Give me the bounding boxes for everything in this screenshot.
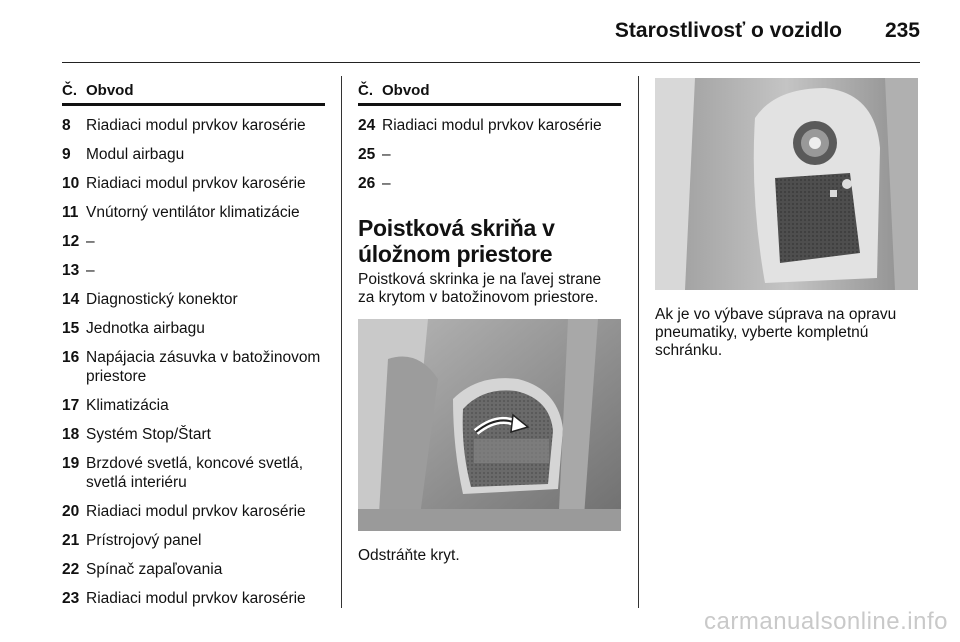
column-divider xyxy=(341,76,342,608)
circuit-name: Riadiaci modul prvkov karosérie xyxy=(86,175,306,192)
circuit-name: Brzdové svetlá, koncové svetlá, svetlá interiéru xyxy=(86,455,304,491)
fuse-number: 8 xyxy=(62,117,71,134)
fuse-number: 24 xyxy=(358,117,376,134)
header-title: Starostlivosť o vozidlo xyxy=(614,19,842,42)
fuse-number: 10 xyxy=(62,175,80,192)
table-row xyxy=(62,425,325,444)
caption-repair-kit: Ak je vo výbave súprava na opravu pneumatiky, vyberte kompletnú schránku. xyxy=(655,306,897,359)
fuse-table-right xyxy=(358,78,621,565)
fuse-table-left xyxy=(62,78,325,608)
col-circuit-header: Obvod xyxy=(382,82,430,99)
fuse-number: 11 xyxy=(62,204,79,221)
fuse-number: 9 xyxy=(62,146,71,163)
circuit-name: – xyxy=(86,262,95,279)
circuit-name: Jednotka airbagu xyxy=(86,320,205,337)
fuse-number: 22 xyxy=(62,561,80,578)
circuit-name: Riadiaci modul prvkov karosérie xyxy=(86,503,306,520)
fuse-number: 23 xyxy=(62,590,80,607)
table-row xyxy=(62,174,325,193)
circuit-name: Modul airbagu xyxy=(86,146,185,163)
table-row xyxy=(62,502,325,521)
section-title: Poistková skriňa v úložnom priestore xyxy=(358,215,555,267)
circuit-name: Vnútorný ventilátor klimatizácie xyxy=(86,204,300,221)
circuit-name: Napájacia zásuvka v batožinovom priestore xyxy=(86,349,321,385)
col-circuit-header: Obvod xyxy=(86,82,134,99)
fuse-number: 13 xyxy=(62,262,80,279)
fuse-number: 21 xyxy=(62,532,80,549)
fuse-number: 18 xyxy=(62,426,80,443)
circuit-name: – xyxy=(86,233,95,250)
circuit-name: Diagnostický konektor xyxy=(86,291,238,308)
table-row xyxy=(62,319,325,338)
page-number: 235 xyxy=(884,19,920,42)
table-header xyxy=(62,82,325,106)
table-row xyxy=(62,145,325,164)
table-row xyxy=(62,290,325,309)
table-row xyxy=(62,454,325,492)
fuse-number: 25 xyxy=(358,146,376,163)
circuit-name: Spínač zapaľovania xyxy=(86,561,223,578)
table-row xyxy=(62,396,325,415)
fuse-number: 16 xyxy=(62,349,80,366)
table-row xyxy=(358,145,621,164)
section-intro: Poistková skrinka je na ľavej strane za krytom v batožinovom priestore. xyxy=(358,271,602,306)
page-header xyxy=(0,0,960,62)
fuse-cover-photo xyxy=(358,319,621,531)
fuse-number: 20 xyxy=(62,503,80,520)
circuit-name: – xyxy=(382,146,391,163)
circuit-name: Riadiaci modul prvkov karosérie xyxy=(86,590,306,607)
circuit-name: Klimatizácia xyxy=(86,397,169,414)
table-row xyxy=(62,560,325,579)
table-row xyxy=(62,348,325,386)
repair-kit-photo xyxy=(655,78,918,290)
fuse-number: 26 xyxy=(358,175,376,192)
circuit-name: Riadiaci modul prvkov karosérie xyxy=(86,117,306,134)
col-number-header: Č. xyxy=(62,82,77,99)
fuse-number: 14 xyxy=(62,291,80,308)
table-row xyxy=(62,531,325,550)
table-row xyxy=(62,261,325,280)
fuse-number: 12 xyxy=(62,233,80,250)
watermark: carmanualsonline.info xyxy=(704,608,948,635)
table-row xyxy=(358,174,621,193)
circuit-name: Prístrojový panel xyxy=(86,532,202,549)
fuse-number: 19 xyxy=(62,455,80,472)
right-column xyxy=(655,78,918,360)
col-number-header: Č. xyxy=(358,82,373,99)
column-divider xyxy=(638,76,639,608)
table-header xyxy=(358,82,621,106)
caption-remove-cover: Odstráňte kryt. xyxy=(358,547,460,564)
table-row xyxy=(62,232,325,251)
table-row xyxy=(62,589,325,608)
table-row xyxy=(358,116,621,135)
fuse-number: 15 xyxy=(62,320,80,337)
fuse-number: 17 xyxy=(62,397,80,414)
circuit-name: – xyxy=(382,175,391,192)
table-row xyxy=(62,116,325,135)
circuit-name: Systém Stop/Štart xyxy=(86,426,211,443)
circuit-name: Riadiaci modul prvkov karosérie xyxy=(382,117,602,134)
header-rule xyxy=(62,62,920,63)
table-row xyxy=(62,203,325,222)
